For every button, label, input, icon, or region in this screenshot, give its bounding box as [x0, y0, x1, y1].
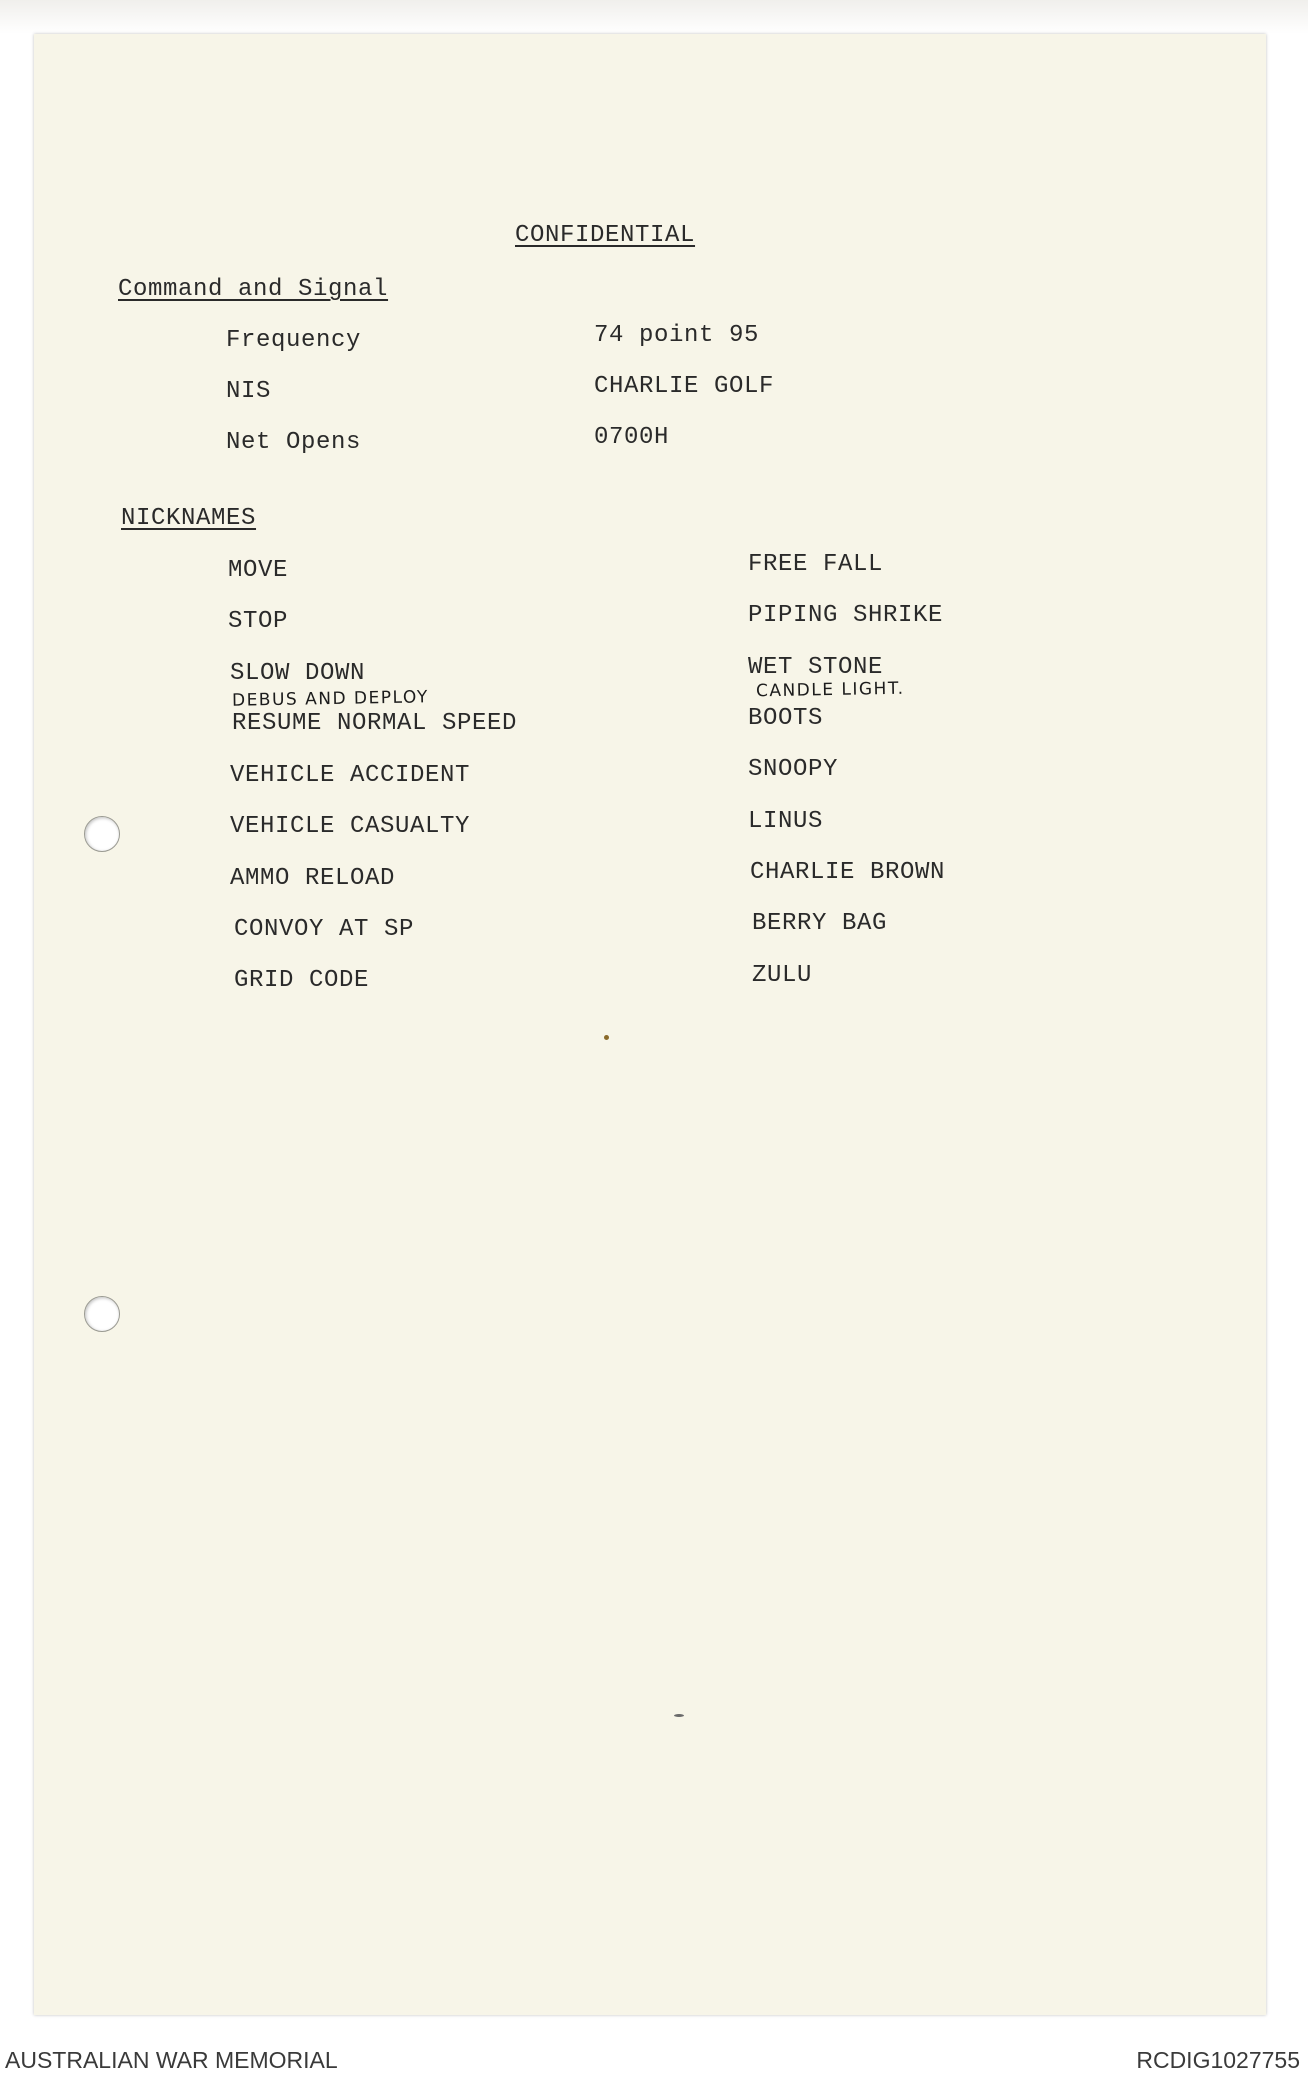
nicknames-heading: NICKNAMES [121, 505, 257, 532]
nickname-term: AMMO RELOAD [230, 865, 396, 892]
nickname-term: GRID CODE [234, 967, 370, 994]
nickname-code: SNOOPY [748, 756, 839, 783]
nickname-term: CONVOY AT SP [234, 916, 415, 943]
archive-credit: AUSTRALIAN WAR MEMORIAL [5, 2047, 338, 2073]
nickname-code: LINUS [748, 808, 824, 835]
nickname-code: CHARLIE BROWN [750, 859, 946, 886]
punch-hole-lower [84, 1296, 120, 1332]
nickname-term: SLOW DOWN [230, 660, 366, 687]
handwritten-term-annotation: DEBUS AND DEPLOY [231, 687, 429, 711]
frequency-value: 74 point 95 [594, 322, 760, 349]
net-opens-value: 0700H [594, 424, 670, 451]
punch-hole-upper [84, 816, 120, 852]
paper-speck [604, 1035, 609, 1040]
document-title: CONFIDENTIAL [515, 222, 696, 249]
frequency-label: Frequency [226, 327, 362, 354]
nis-value: CHARLIE GOLF [594, 373, 775, 400]
command-and-signal-heading: Command and Signal [118, 276, 389, 303]
handwritten-code-annotation: CANDLE LIGHT. [755, 678, 905, 702]
nickname-term: MOVE [228, 557, 289, 584]
nickname-term: STOP [228, 608, 289, 635]
net-opens-label: Net Opens [226, 429, 362, 456]
nickname-term: VEHICLE ACCIDENT [230, 762, 471, 789]
nickname-term: VEHICLE CASUALTY [230, 813, 471, 840]
nickname-code: BOOTS [748, 705, 824, 732]
nickname-code: WET STONE [748, 654, 884, 681]
paper-mark [674, 1714, 684, 1717]
nickname-code: FREE FALL [748, 551, 884, 578]
nickname-code: PIPING SHRIKE [748, 602, 944, 629]
nis-label: NIS [226, 378, 272, 405]
archive-reference-id: RCDIG1027755 [1136, 2047, 1300, 2073]
nickname-term: RESUME NORMAL SPEED [232, 710, 518, 737]
nickname-code: BERRY BAG [752, 910, 888, 937]
scan-top-strip [0, 0, 1308, 34]
nickname-code: ZULU [752, 962, 813, 989]
